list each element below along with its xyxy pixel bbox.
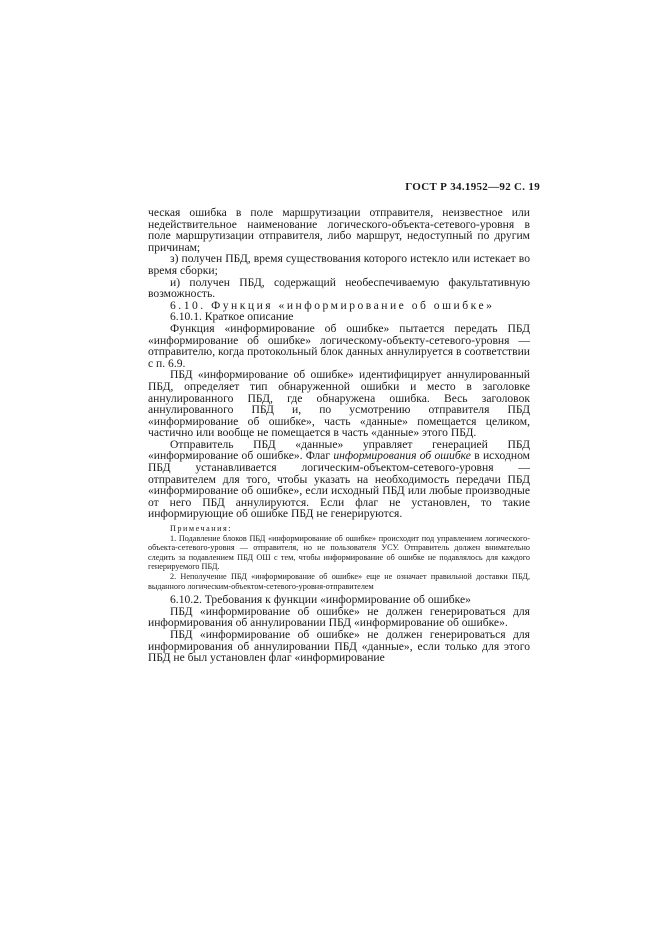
- list-item-i: и) получен ПБД, содержащий необеспечиваемую факультативную возможность.: [148, 275, 530, 301]
- list-item-z: з) получен ПБД, время существования которого истекло или истекает во время сборки;: [148, 252, 530, 277]
- paragraph-continuation: ческая ошибка в поле маршрутизации отправителя, неизвестное или недействительное наименование логического-объекта-сетевого-уровня в поле маршрутизации отправителя, либо маршрут, недоступный по другим причинам;: [148, 206, 530, 254]
- paragraph-sender-flag-end: в исходном ПБД устанавливается логическим-объектом-сетевого-уровня — отправителем для того, чтобы указать на необходимость передачи ПБД «информирование об ошибке», если исходный ПБД или любые производные от него ПБД аннулируются. Если флаг не установлен, то такие информирующие об ошибке ПБД не генерируются.: [148, 449, 530, 521]
- subsection-heading-6-10-1: 6.10.1. Краткое описание: [170, 310, 294, 324]
- note-item: 1. Подавление блоков ПБД «информирование об ошибке» происходит под управлением логического-объекта-сетевого-уровня — отправителя, но не пользователя УСУ. Отправитель должен внимательно следить за подавлением ПБД ОШ с тем, чтобы информирование об ошибке не подавлялось для каждого генерируемого ПБД.: [148, 533, 530, 572]
- note-item: 2. Неполучение ПБД «информирование об ошибке» еще не означает правильной доставки ПБД, выданного логическим-объектом-сетевого-уровня-отправителем: [148, 572, 530, 591]
- page-header: ГОСТ Р 34.1952—92 С. 19: [405, 181, 540, 193]
- paragraph-sender-flag-start: Отправитель ПБД «данные» управляет генерацией ПБД «информирование об ошибке». Флаг: [148, 437, 530, 463]
- paragraph-sender-flag: [148, 439, 530, 520]
- section-heading-6-10: 6.10. Функция «информирование об ошибке»: [170, 298, 495, 312]
- notes-block: [148, 524, 530, 591]
- paragraph-requirement-1: ПБД «информирование об ошибке» не должен генерироваться для информирования об аннулировании ПБД «информирование об ошибке».: [148, 604, 530, 630]
- flag-name-italic: информирования об ошибке: [333, 449, 471, 463]
- paragraph-identification: ПБД «информирование об ошибке» идентифицирует аннулированный ПБД, определяет тип обнаруженной ошибки и место в заголовке аннулированного ПБД, где обнаружена ошибка. Весь заголовок аннулированного ПБД и, по усмотрению отправителя ПБД «информирование об ошибке», часть «данные» помещается целиком, частично или вообще не помещается в часть «данные» этого ПБД.: [148, 368, 530, 440]
- paragraph-description: Функция «информирование об ошибке» пытается передать ПБД «информирование об ошибке» логическому-объекту-сетевого-уровня — отправителю, когда протокольный блок данных аннулируется в соответствии с п. 6.9.: [148, 321, 530, 370]
- notes-title: Примечания:: [170, 524, 233, 534]
- subsection-heading-6-10-2: 6.10.2. Требования к функции «информирование об ошибке»: [170, 593, 471, 607]
- paragraph-requirement-2: ПБД «информирование об ошибке» не должен генерироваться для информирования об аннулировании ПБД «данные», если только для этого ПБД не был установлен флаг «информирование: [148, 627, 530, 665]
- body-text: [148, 207, 530, 664]
